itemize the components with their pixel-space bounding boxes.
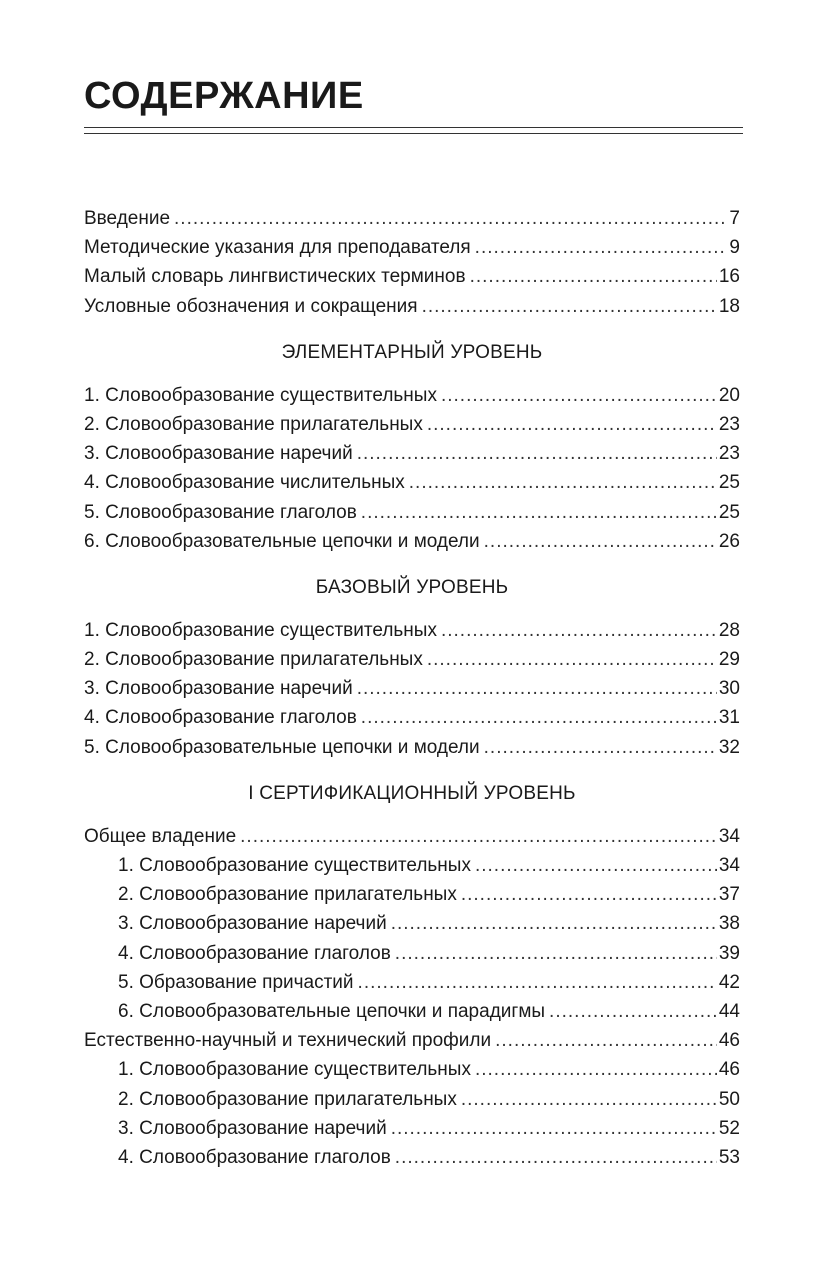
toc-entry-label: 2. Словообразование прилагательных bbox=[118, 1088, 457, 1110]
dot-leader bbox=[357, 674, 717, 703]
dot-leader bbox=[475, 233, 728, 262]
toc-page-number: 31 bbox=[718, 707, 740, 729]
toc-entry-label: 4. Словообразование числительных bbox=[84, 472, 405, 494]
dot-leader bbox=[495, 1026, 717, 1055]
toc-page-number: 29 bbox=[718, 649, 740, 671]
toc-entry-label: Общее владение bbox=[84, 825, 237, 847]
dot-leader bbox=[461, 880, 717, 909]
toc-group-entry[interactable] bbox=[84, 1026, 740, 1055]
toc-entry-label: 4. Словообразование глаголов bbox=[118, 1146, 391, 1168]
toc-entry-label: 2. Словообразование прилагательных bbox=[118, 884, 457, 906]
table-of-contents bbox=[84, 204, 740, 1172]
toc-entry[interactable] bbox=[84, 674, 740, 703]
toc-entry[interactable] bbox=[84, 645, 740, 674]
toc-subentry[interactable] bbox=[84, 968, 740, 997]
dot-leader bbox=[395, 939, 717, 968]
toc-entry-label: 4. Словообразование глаголов bbox=[118, 942, 391, 964]
section-heading-elementary: ЭЛЕМЕНТАРНЫЙ УРОВЕНЬ bbox=[281, 341, 543, 363]
toc-subentry[interactable] bbox=[84, 1085, 740, 1114]
toc-entry[interactable] bbox=[84, 262, 740, 291]
dot-leader bbox=[427, 645, 717, 674]
toc-entry-label: 5. Словообразовательные цепочки и модели bbox=[84, 736, 480, 758]
toc-entry-label: 1. Словообразование существительных bbox=[118, 1059, 471, 1081]
toc-subentry[interactable] bbox=[84, 851, 740, 880]
toc-entry-label: Методические указания для преподавателя bbox=[84, 237, 471, 259]
toc-entry-label: 3. Словообразование наречий bbox=[118, 913, 387, 935]
toc-subentry[interactable] bbox=[84, 1055, 740, 1084]
section-certification bbox=[84, 822, 740, 1172]
toc-entry[interactable] bbox=[84, 204, 740, 233]
toc-entry[interactable] bbox=[84, 381, 740, 410]
toc-entry-label: 5. Словообразование глаголов bbox=[84, 501, 357, 523]
toc-page-number: 39 bbox=[718, 942, 740, 964]
toc-entry[interactable] bbox=[84, 733, 740, 762]
toc-page-number: 42 bbox=[718, 971, 740, 993]
toc-entry-label: 5. Образование причастий bbox=[118, 971, 354, 993]
toc-page-number: 23 bbox=[718, 413, 740, 435]
dot-leader bbox=[361, 703, 717, 732]
toc-page-number: 25 bbox=[718, 472, 740, 494]
toc-entry[interactable] bbox=[84, 410, 740, 439]
toc-subentry[interactable] bbox=[84, 939, 740, 968]
dot-leader bbox=[358, 968, 717, 997]
toc-entry[interactable] bbox=[84, 468, 740, 497]
dot-leader bbox=[461, 1085, 717, 1114]
toc-page-number: 44 bbox=[718, 1000, 740, 1022]
page-title: СОДЕРЖАНИЕ bbox=[84, 75, 364, 117]
dot-leader bbox=[470, 262, 717, 291]
dot-leader bbox=[409, 468, 717, 497]
dot-leader bbox=[441, 381, 717, 410]
section-basic bbox=[84, 616, 740, 762]
toc-entry-label: 6. Словообразовательные цепочки и парадигмы bbox=[118, 1000, 546, 1022]
dot-leader bbox=[549, 997, 717, 1026]
toc-entry[interactable] bbox=[84, 233, 740, 262]
intro-entries bbox=[84, 204, 740, 321]
toc-page-number: 38 bbox=[718, 913, 740, 935]
toc-entry-label: 3. Словообразование наречий bbox=[118, 1117, 387, 1139]
toc-page-number: 52 bbox=[718, 1117, 740, 1139]
toc-entry-label: 6. Словообразовательные цепочки и модели bbox=[84, 530, 480, 552]
toc-group-entry[interactable] bbox=[84, 822, 740, 851]
dot-leader bbox=[361, 498, 717, 527]
toc-entry-label: 2. Словообразование прилагательных bbox=[84, 413, 423, 435]
toc-page-number: 50 bbox=[718, 1088, 740, 1110]
toc-entry-label: Условные обозначения и сокращения bbox=[84, 295, 418, 317]
toc-page-number: 34 bbox=[718, 825, 740, 847]
toc-entry-label: 2. Словообразование прилагательных bbox=[84, 649, 423, 671]
toc-entry-label: 1. Словообразование существительных bbox=[84, 619, 437, 641]
dot-leader bbox=[475, 1055, 717, 1084]
toc-page-number: 37 bbox=[718, 884, 740, 906]
toc-page-number: 30 bbox=[718, 678, 740, 700]
toc-page-number: 26 bbox=[718, 530, 740, 552]
dot-leader bbox=[391, 909, 717, 938]
dot-leader bbox=[441, 616, 717, 645]
title-rule-bottom bbox=[84, 133, 743, 134]
toc-entry[interactable] bbox=[84, 439, 740, 468]
toc-entry-label: 1. Словообразование существительных bbox=[84, 384, 437, 406]
dot-leader bbox=[484, 733, 717, 762]
dot-leader bbox=[357, 439, 717, 468]
dot-leader bbox=[395, 1143, 717, 1172]
toc-page-number: 23 bbox=[718, 443, 740, 465]
toc-page-number: 53 bbox=[718, 1146, 740, 1168]
toc-entry[interactable] bbox=[84, 498, 740, 527]
toc-entry-label: Естественно-научный и технический профили bbox=[84, 1030, 492, 1052]
toc-page-number: 46 bbox=[718, 1030, 740, 1052]
toc-page-number: 7 bbox=[729, 208, 740, 229]
dot-leader bbox=[174, 204, 727, 233]
toc-page-number: 18 bbox=[718, 295, 740, 317]
toc-page-number: 32 bbox=[718, 736, 740, 758]
title-rule-top bbox=[84, 127, 743, 128]
dot-leader bbox=[422, 292, 717, 321]
toc-page-number: 9 bbox=[729, 237, 740, 259]
toc-entry[interactable] bbox=[84, 292, 740, 321]
toc-entry-label: 4. Словообразование глаголов bbox=[84, 707, 357, 729]
toc-subentry[interactable] bbox=[84, 909, 740, 938]
toc-entry-label: Малый словарь лингвистических терминов bbox=[84, 266, 466, 288]
section-heading-certification: I СЕРТИФИКАЦИОННЫЙ УРОВЕНЬ bbox=[248, 782, 576, 804]
toc-page-number: 25 bbox=[718, 501, 740, 523]
toc-entry[interactable] bbox=[84, 703, 740, 732]
toc-page-number: 34 bbox=[718, 855, 740, 876]
dot-leader bbox=[427, 410, 717, 439]
toc-page-number: 16 bbox=[718, 266, 740, 288]
toc-entry-label: 3. Словообразование наречий bbox=[84, 443, 353, 465]
toc-entry[interactable] bbox=[84, 616, 740, 645]
toc-subentry[interactable] bbox=[84, 1143, 740, 1172]
dot-leader bbox=[391, 1114, 717, 1143]
toc-page-number: 46 bbox=[718, 1059, 740, 1081]
toc-entry-label: 3. Словообразование наречий bbox=[84, 678, 353, 700]
section-heading-basic: БАЗОВЫЙ УРОВЕНЬ bbox=[315, 576, 509, 598]
section-elementary bbox=[84, 381, 740, 556]
toc-subentry[interactable] bbox=[84, 997, 740, 1026]
toc-entry[interactable] bbox=[84, 527, 740, 556]
toc-entry-label: 1. Словообразование существительных bbox=[118, 855, 471, 876]
toc-page-number: 28 bbox=[718, 619, 740, 641]
dot-leader bbox=[475, 851, 717, 880]
toc-page-number: 20 bbox=[718, 384, 740, 406]
toc-entry-label: Введение bbox=[84, 208, 171, 229]
toc-subentry[interactable] bbox=[84, 880, 740, 909]
dot-leader bbox=[484, 527, 717, 556]
dot-leader bbox=[240, 822, 717, 851]
toc-subentry[interactable] bbox=[84, 1114, 740, 1143]
